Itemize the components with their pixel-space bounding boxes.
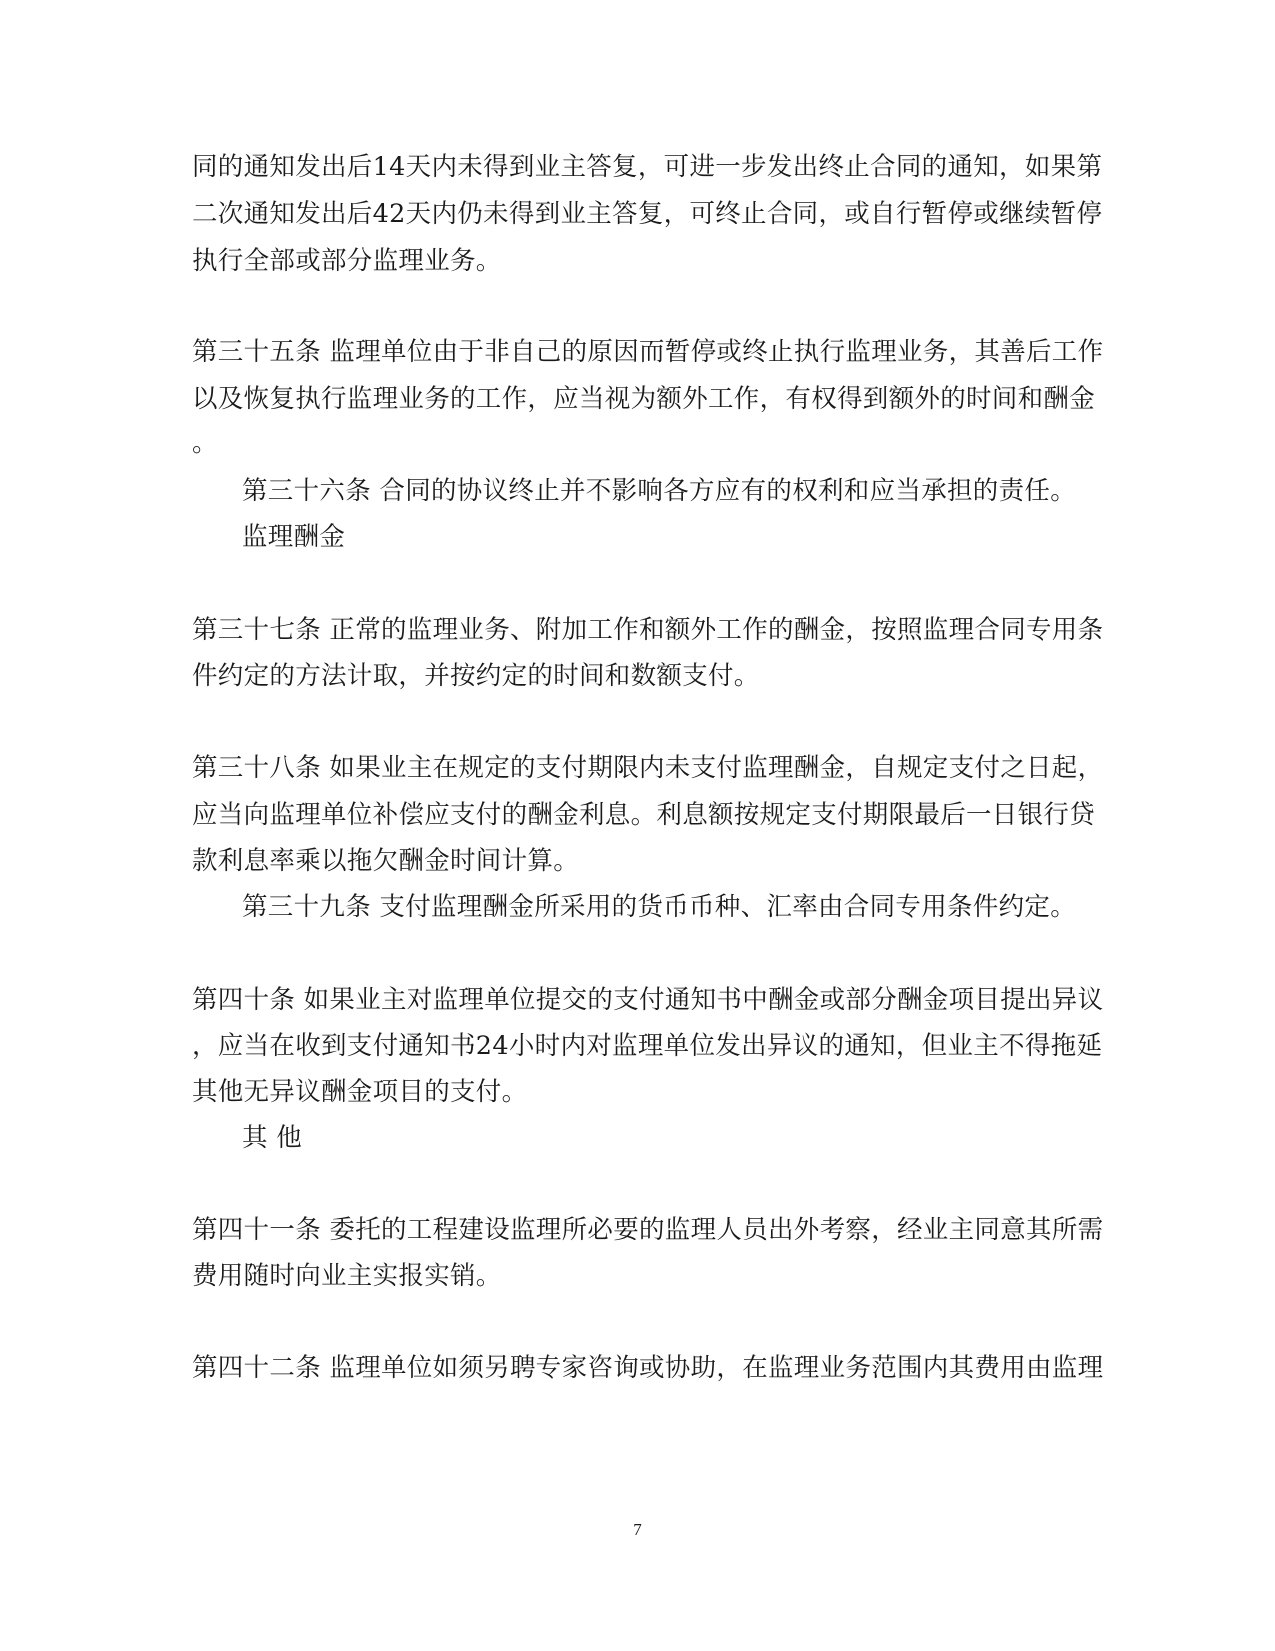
- text-line: 执行全部或部分监理业务。: [192, 246, 502, 276]
- text-line: 以及恢复执行监理业务的工作，应当视为额外工作，有权得到额外的时间和酬金: [192, 384, 1096, 414]
- section-heading: 其 他: [242, 1123, 303, 1153]
- article-39-line: 第三十九条 支付监理酬金所采用的货币币种、汇率由合同专用条件约定。: [242, 892, 1077, 922]
- article-37-line: 第三十七条 正常的监理业务、附加工作和额外工作的酬金，按照监理合同专用条: [192, 615, 1104, 645]
- text-line: 。: [192, 428, 218, 458]
- article-42-line: 第四十二条 监理单位如须另聘专家咨询或协助，在监理业务范围内其费用由监理: [192, 1353, 1104, 1383]
- text-line: 二次通知发出后42天内仍未得到业主答复，可终止合同，或自行暂停或继续暂停: [192, 199, 1103, 229]
- article-36-line: 第三十六条 合同的协议终止并不影响各方应有的权利和应当承担的责任。: [242, 476, 1077, 506]
- article-41-line: 第四十一条 委托的工程建设监理所必要的监理人员出外考察，经业主同意其所需: [192, 1215, 1104, 1245]
- text-line: 费用随时向业主实报实销。: [192, 1261, 502, 1291]
- text-line: 其他无异议酬金项目的支付。: [192, 1077, 528, 1107]
- text-line: ，应当在收到支付通知书24小时内对监理单位发出异议的通知，但业主不得拖延: [192, 1031, 1103, 1061]
- text-line: 件约定的方法计取，并按约定的时间和数额支付。: [192, 661, 760, 691]
- text-line: 同的通知发出后14天内未得到业主答复，可进一步发出终止合同的通知，如果第: [192, 152, 1103, 182]
- text-line: 款利息率乘以拖欠酬金时间计算。: [192, 846, 580, 876]
- article-38-line: 第三十八条 如果业主在规定的支付期限内未支付监理酬金，自规定支付之日起，: [192, 753, 1104, 783]
- article-35-line: 第三十五条 监理单位由于非自己的原因而暂停或终止执行监理业务，其善后工作: [192, 337, 1104, 367]
- section-heading: 监理酬金: [242, 522, 346, 552]
- article-40-line: 第四十条 如果业主对监理单位提交的支付通知书中酬金或部分酬金项目提出异议: [192, 985, 1104, 1015]
- text-line: 应当向监理单位补偿应支付的酬金利息。利息额按规定支付期限最后一日银行贷: [192, 800, 1096, 830]
- page-number: 7: [633, 1520, 642, 1539]
